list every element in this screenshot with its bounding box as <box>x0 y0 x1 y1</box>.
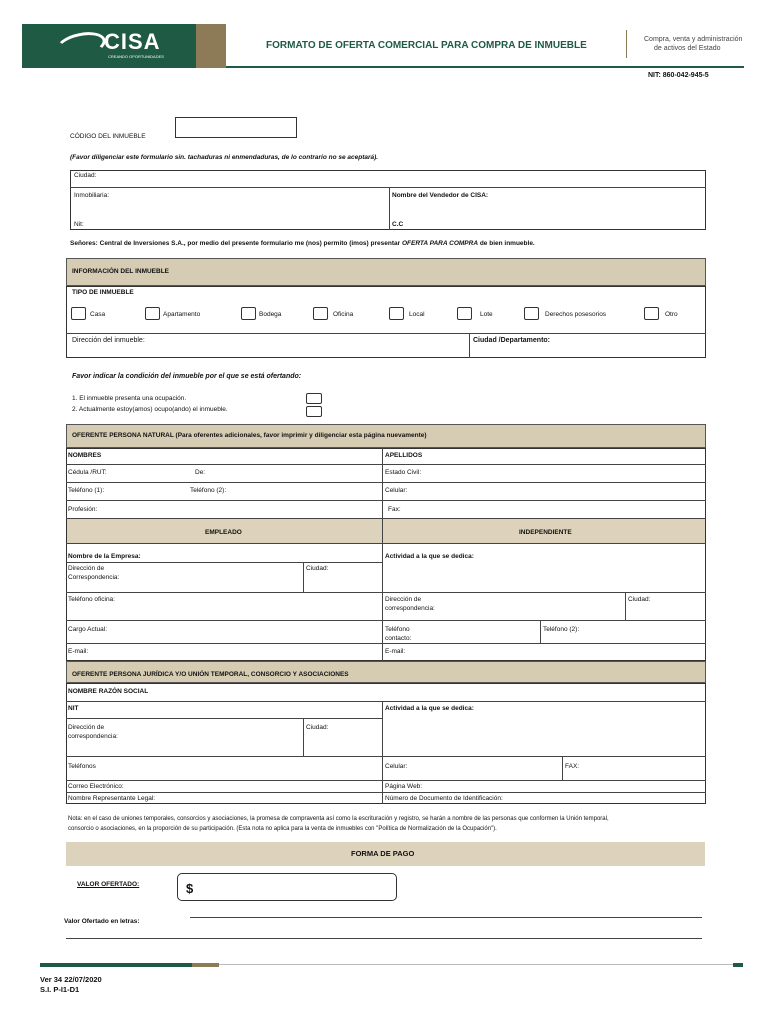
tipo-casa-label: Casa <box>90 311 106 318</box>
header-divider <box>626 30 627 58</box>
nota-line-2: consorcio o asociaciones, en la proporción de su participación. (Esta nota no aplica para la venta de inmuebles con "Política de Normalización de la Ocupación"). <box>68 826 497 832</box>
ind-ciudad-field[interactable]: Ciudad: <box>628 596 651 603</box>
ind-tel2-field[interactable]: Teléfono (2): <box>543 626 580 633</box>
juridica-celular-field[interactable]: Celular: <box>385 763 408 770</box>
cedula-field[interactable]: Cédula /RUT: <box>68 469 107 476</box>
inmueble-table <box>66 286 706 358</box>
juridica-fax-field[interactable]: FAX: <box>565 763 580 770</box>
checkbox-lote[interactable] <box>457 307 472 320</box>
footer-bar-tan <box>192 963 219 967</box>
juridica-pagina-field[interactable]: Página Web: <box>385 783 423 790</box>
checkbox-derechos[interactable] <box>524 307 539 320</box>
juridica-correo-field[interactable]: Correo Electrónico: <box>68 783 124 790</box>
juridica-title: OFERENTE PERSONA JURÍDICA Y/O UNIÓN TEMPORAL, CONSORCIO Y ASOCIACIONES <box>72 671 349 678</box>
tipo-bodega-label: Bodega <box>259 311 282 318</box>
juridica-nit-field[interactable]: NIT <box>68 705 79 712</box>
footer-version: Ver 34 22/07/2020 <box>40 975 102 984</box>
vendedor-field[interactable]: Nombre del Vendedor de CISA: <box>392 192 489 199</box>
pago-title: FORMA DE PAGO <box>351 849 415 858</box>
header-accent <box>196 24 226 66</box>
ind-dir-1[interactable]: Dirección de <box>385 596 422 603</box>
ind-dir-2: correspondencia: <box>385 605 435 612</box>
tel-oficina-field[interactable]: Teléfono oficina: <box>68 596 115 603</box>
cargo-field[interactable]: Cargo Actual: <box>68 626 108 633</box>
tel-contacto-1[interactable]: Teléfono <box>385 626 410 633</box>
condicion-1-label: 1. El inmueble presenta una ocupación. <box>72 395 187 402</box>
checkbox-oficina[interactable] <box>313 307 328 320</box>
logo-tagline: CREANDO OPORTUNIDADES <box>108 54 164 59</box>
dir-correspondencia-2: Correspondencia: <box>68 574 120 581</box>
juridica-ciudad-field[interactable]: Ciudad: <box>306 724 329 731</box>
juridica-dir-1[interactable]: Dirección de <box>68 724 105 731</box>
header-slogan-1: Compra, venta y administración <box>644 36 743 43</box>
footer-bar-green <box>40 963 192 967</box>
tel-contacto-2: contacto: <box>385 635 412 642</box>
header-logo-block <box>22 24 196 66</box>
checkbox-condicion-2[interactable] <box>306 406 322 417</box>
checkbox-otro[interactable] <box>644 307 659 320</box>
estado-civil-field[interactable]: Estado Civil: <box>385 469 422 476</box>
juridica-representante-field[interactable]: Nombre Representante Legal: <box>68 795 156 802</box>
inmueble-title: INFORMACIÓN DEL INMUEBLE <box>72 268 170 275</box>
instruction-text: (Favor diligenciar este formulario sin. tachaduras ni enmendaduras, de lo contrario no se aceptará). <box>70 154 379 161</box>
empleado-ciudad-field[interactable]: Ciudad: <box>306 565 329 572</box>
intro-b: OFERTA PARA COMPRA <box>401 240 479 247</box>
ciudad-field[interactable]: Ciudad: <box>74 172 97 179</box>
nota-line-1: Nota: en el caso de uniones temporales, consorcios y asociaciones, la promesa de compraventa así como la escrituración y registro, se harán a nombre de las personas que conformen la Unión temporal, <box>68 816 609 822</box>
inmobiliaria-field[interactable]: Inmobiliaria: <box>74 192 110 199</box>
de-field[interactable]: De: <box>195 469 206 476</box>
email-field[interactable]: E-mail: <box>68 648 89 655</box>
intro-c: de bien inmueble. <box>478 240 535 247</box>
juridica-documento-field[interactable]: Número de Documento de Identificación: <box>385 795 503 802</box>
valor-letras-line-1[interactable] <box>190 917 702 918</box>
direccion-inmueble-field[interactable]: Dirección del inmueble: <box>72 337 145 344</box>
valor-ofertado-label: VALOR OFERTADO: <box>77 881 140 888</box>
document-title: FORMATO DE OFERTA COMERCIAL PARA COMPRA DE INMUEBLE <box>266 40 587 51</box>
independiente-label: INDEPENDIENTE <box>519 529 572 536</box>
valor-ofertado-input[interactable] <box>177 873 397 901</box>
cc-field[interactable]: C.C <box>392 221 404 228</box>
juridica-actividad-field[interactable]: Actividad a la que se dedica: <box>385 705 474 712</box>
cisa-swoosh-icon <box>54 28 108 62</box>
ind-email-field[interactable]: E-mail: <box>385 648 406 655</box>
code-label: CÓDIGO DEL INMUEBLE <box>70 133 146 140</box>
tipo-otro-label: Otro <box>665 311 678 318</box>
nit-field[interactable]: Nit: <box>74 221 84 228</box>
nit: NIT: 860-042-945-5 <box>648 72 709 79</box>
dir-correspondencia-1[interactable]: Dirección de <box>68 565 105 572</box>
razon-social-field[interactable]: NOMBRE RAZÓN SOCIAL <box>68 688 149 695</box>
intro-text <box>70 240 535 248</box>
checkbox-condicion-1[interactable] <box>306 393 322 404</box>
telefono1-field[interactable]: Teléfono (1): <box>68 487 105 494</box>
top-fields-table <box>70 170 706 230</box>
checkbox-casa[interactable] <box>71 307 86 320</box>
apellidos-field[interactable]: APELLIDOS <box>385 452 423 459</box>
nombres-field[interactable]: NOMBRES <box>68 452 102 459</box>
header-bottom-line-accent <box>196 66 226 68</box>
ciudad-departamento-field[interactable]: Ciudad /Departamento: <box>473 337 551 344</box>
condicion-2-label: 2. Actualmente estoy(amos) ocupo(ando) el inmueble. <box>72 406 228 413</box>
currency-symbol: $ <box>186 881 194 896</box>
tipo-oficina-label: Oficina <box>333 311 354 318</box>
celular-field[interactable]: Celular: <box>385 487 408 494</box>
profesion-field[interactable]: Profesión: <box>68 506 98 513</box>
actividad-field[interactable]: Actividad a la que se dedica: <box>385 553 474 560</box>
tipo-local-label: Local <box>409 311 425 318</box>
tipo-lote-label: Lote <box>480 311 493 318</box>
valor-letras-label: Valor Ofertado en letras: <box>64 918 140 925</box>
telefono2-field[interactable]: Teléfono (2): <box>190 487 227 494</box>
code-input[interactable] <box>175 117 297 138</box>
tipo-apartamento-label: Apartamento <box>163 311 201 318</box>
footer-bar-line <box>219 964 733 965</box>
footer-bar-end <box>733 963 743 967</box>
valor-letras-line-2[interactable] <box>66 938 702 939</box>
natural-title: OFERENTE PERSONA NATURAL (Para oferentes adicionales, favor imprimir y diligenciar esta página nuevamente) <box>72 432 427 439</box>
tipo-derechos-label: Derechos posesorios <box>545 311 607 318</box>
checkbox-local[interactable] <box>389 307 404 320</box>
juridica-dir-2: correspondencia: <box>68 733 118 740</box>
header-slogan-2: de activos del Estado <box>654 45 721 52</box>
checkbox-bodega[interactable] <box>241 307 256 320</box>
tipo-label: TIPO DE INMUEBLE <box>72 289 134 296</box>
empresa-field[interactable]: Nombre de la Empresa: <box>68 553 141 560</box>
logo-text: CISA <box>104 29 161 54</box>
header-bottom-line <box>22 66 744 68</box>
employment-subheader <box>67 519 705 543</box>
checkbox-apartamento[interactable] <box>145 307 160 320</box>
footer-code: S.I. P-I1-D1 <box>40 985 80 994</box>
condicion-label: Favor indicar la condición del inmueble por el que se está ofertando: <box>72 373 302 380</box>
intro-a: Señores: Central de Inversiones S.A., por medio del presente formulario me (nos) permito (imos) presentar <box>70 240 402 247</box>
fax-field[interactable]: Fax: <box>388 506 401 513</box>
juridica-telefonos-field[interactable]: Teléfonos <box>68 763 96 770</box>
empleado-label: EMPLEADO <box>205 529 242 536</box>
